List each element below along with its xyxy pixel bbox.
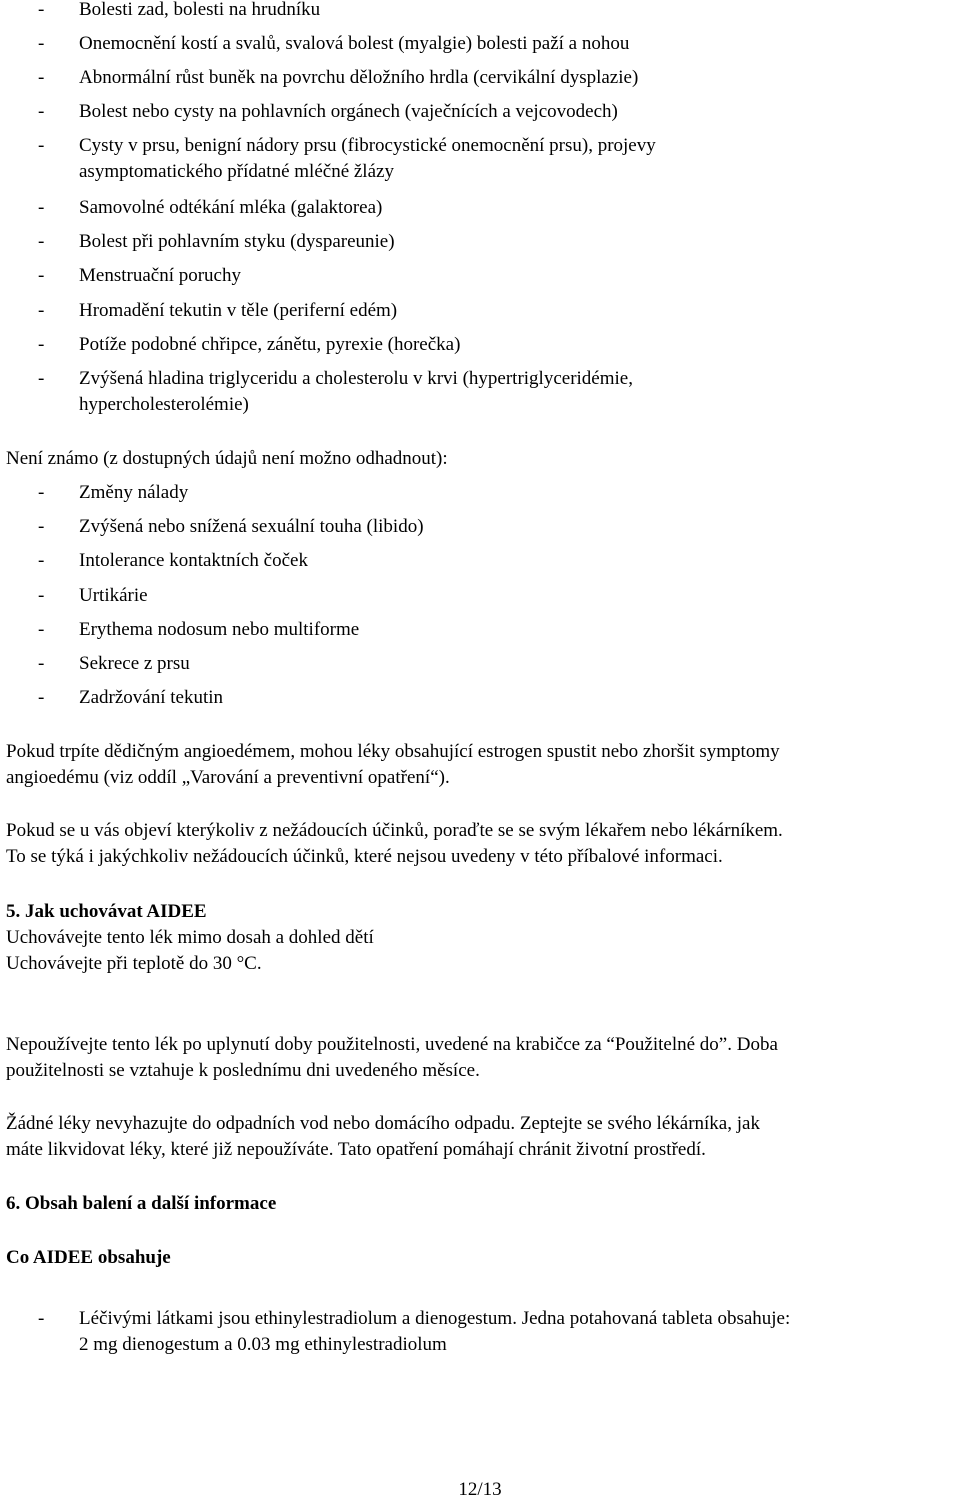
list-item-text: Bolest nebo cysty na pohlavních orgánech (vaječnících a vejcovodech) (79, 101, 618, 122)
list-item-text: Bolest při pohlavním styku (dyspareunie) (79, 231, 395, 252)
list-dash: - (38, 585, 45, 606)
paragraph-side-effects-line: To se týká i jakýchkoliv nežádoucích účinků, které nejsou uvedeny v této příbalové informaci. (6, 846, 723, 867)
list-dash: - (38, 67, 45, 88)
list-item-text: Menstruační poruchy (79, 265, 241, 286)
section-5-heading: 5. Jak uchovávat AIDEE (6, 901, 207, 922)
paragraph-disposal-line: Žádné léky nevyhazujte do odpadních vod nebo domácího odpadu. Zeptejte se svého lékárníka, jak (6, 1113, 760, 1134)
list-dash: - (38, 619, 45, 640)
storage-line: Uchovávejte tento lék mimo dosah a dohled dětí (6, 927, 374, 948)
list-item-text: Zvýšená nebo snížená sexuální touha (libido) (79, 516, 424, 537)
list-item-text: Zadržování tekutin (79, 687, 224, 708)
paragraph-side-effects-line: Pokud se u vás objeví kterýkoliv z nežádoucích účinků, poraďte se se svým lékařem nebo lékárníkem. (6, 820, 783, 841)
section-6-heading: 6. Obsah balení a další informace (6, 1193, 277, 1214)
list-item-text: Urtikárie (79, 585, 148, 606)
list-dash: - (38, 368, 45, 389)
list-item-text: Intolerance kontaktních čoček (79, 550, 308, 571)
paragraph-expiry-line: Nepoužívejte tento lék po uplynutí doby použitelnosti, uvedené na krabičce za “Použitelné do”. Doba (6, 1034, 778, 1055)
list-dash: - (38, 300, 45, 321)
list-item-text: Erythema nodosum nebo multiforme (79, 619, 360, 640)
list-dash: - (38, 1308, 45, 1329)
frequency-heading-unknown: Není známo (z dostupných údajů není možno odhadnout): (6, 448, 448, 469)
list-item-text: Bolesti zad, bolesti na hrudníku (79, 0, 321, 20)
list-dash: - (38, 33, 45, 54)
storage-line: Uchovávejte při teplotě do 30 °C. (6, 953, 262, 974)
section-6-subheading: Co AIDEE obsahuje (6, 1247, 171, 1268)
list-item-text: Léčivými látkami jsou ethinylestradiolum a dienogestum. Jedna potahovaná tableta obsahuje: (79, 1308, 791, 1329)
paragraph-angioedema-line: Pokud trpíte dědičným angioedémem, mohou léky obsahující estrogen spustit nebo zhoršit symptomy (6, 741, 780, 762)
list-item-text: Cysty v prsu, benigní nádory prsu (fibrocystické onemocnění prsu), projevy (79, 135, 656, 156)
list-item-text: Samovolné odtékání mléka (galaktorea) (79, 197, 383, 218)
list-item-text: Onemocnění kostí a svalů, svalová bolest (myalgie) bolesti paží a nohou (79, 33, 630, 54)
list-dash: - (38, 653, 45, 674)
paragraph-expiry-line: použitelnosti se vztahuje k poslednímu dni uvedeného měsíce. (6, 1060, 480, 1081)
list-dash: - (38, 0, 45, 20)
list-dash: - (38, 516, 45, 537)
list-item-text: Potíže podobné chřipce, zánětu, pyrexie (horečka) (79, 334, 461, 355)
page-number: 12/13 (458, 1479, 502, 1500)
list-item-text: Sekrece z prsu (79, 653, 190, 674)
paragraph-disposal-line: máte likvidovat léky, které již nepoužíváte. Tato opatření pomáhají chránit životní prostředí. (6, 1139, 706, 1160)
list-item-text-continued: hypercholesterolémie) (79, 394, 249, 415)
list-dash: - (38, 482, 45, 503)
list-dash: - (38, 101, 45, 122)
list-item-text-continued: asymptomatického přídatné mléčné žlázy (79, 161, 394, 182)
list-item-text: Abnormální růst buněk na povrchu děložního hrdla (cervikální dysplazie) (79, 67, 639, 88)
list-item-text: Hromadění tekutin v těle (periferní edém) (79, 300, 398, 321)
list-item-text-continued: 2 mg dienogestum a 0.03 mg ethinylestradiolum (79, 1334, 447, 1355)
paragraph-angioedema-line: angioedému (viz oddíl „Varování a preventivní opatření“). (6, 767, 450, 788)
list-dash: - (38, 197, 45, 218)
list-item-text: Zvýšená hladina triglyceridu a cholesterolu v krvi (hypertriglyceridémie, (79, 368, 633, 389)
list-dash: - (38, 231, 45, 252)
list-dash: - (38, 265, 45, 286)
list-item-text: Změny nálady (79, 482, 189, 503)
list-dash: - (38, 687, 45, 708)
list-dash: - (38, 334, 45, 355)
list-dash: - (38, 550, 45, 571)
list-dash: - (38, 135, 45, 156)
